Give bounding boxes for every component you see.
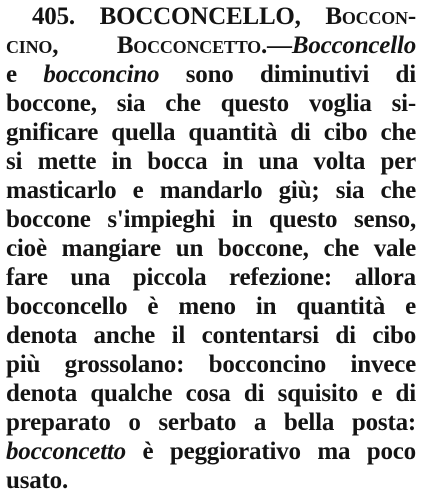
- entry-line-8: cioè mangiare un boccone, che vale: [6, 235, 416, 262]
- entry-term: Bocconcello: [291, 32, 416, 59]
- entry-line-2: [6, 60, 416, 89]
- entry-line-6: masticarlo e mandarlo giù; sia che: [6, 177, 416, 204]
- entry-line-15: [6, 437, 416, 466]
- entry-heading-line: [6, 2, 416, 31]
- entry-text: è peggiorativo ma poco: [142, 438, 416, 465]
- entry-line-10: bocconcello è meno in quantità e: [6, 293, 416, 320]
- entry-text: sono diminutivi di: [185, 61, 416, 88]
- entry-variant: Boccon-: [325, 3, 416, 30]
- entry-line-7: boccone s'impieghi in questo senso,: [6, 206, 416, 233]
- entry-line-11: denota anche il contentarsi di cibo: [6, 322, 416, 349]
- entry-line-14: preparato o serbato a bella posta:: [6, 409, 416, 436]
- entry-dash: —: [267, 32, 292, 59]
- entry-variant-2: Bocconcetto.: [116, 32, 268, 59]
- entry-line-16: usato.: [6, 467, 69, 494]
- entry-conjunction: e: [6, 61, 17, 88]
- entry-number: 405.: [32, 3, 75, 30]
- entry-term: bocconcino: [43, 61, 160, 88]
- entry-term: bocconcetto: [6, 438, 126, 465]
- entry-line-9: fare una piccola refezione: allora: [6, 264, 416, 291]
- entry-variant-continued: cino,: [6, 32, 59, 59]
- entry-headword: BOCCONCELLO,: [99, 3, 301, 30]
- entry-line-1: [6, 31, 416, 60]
- entry-line-12: più grossolano: bocconcino invece: [6, 351, 416, 378]
- entry-line-3: boccone, sia che questo voglia si-: [6, 90, 416, 117]
- entry-line-4: gnificare quella quantità di cibo che: [6, 119, 416, 146]
- entry-line-5: si mette in bocca in una volta per: [6, 148, 416, 175]
- entry-line-13: denota qualche cosa di squisito e di: [6, 380, 416, 407]
